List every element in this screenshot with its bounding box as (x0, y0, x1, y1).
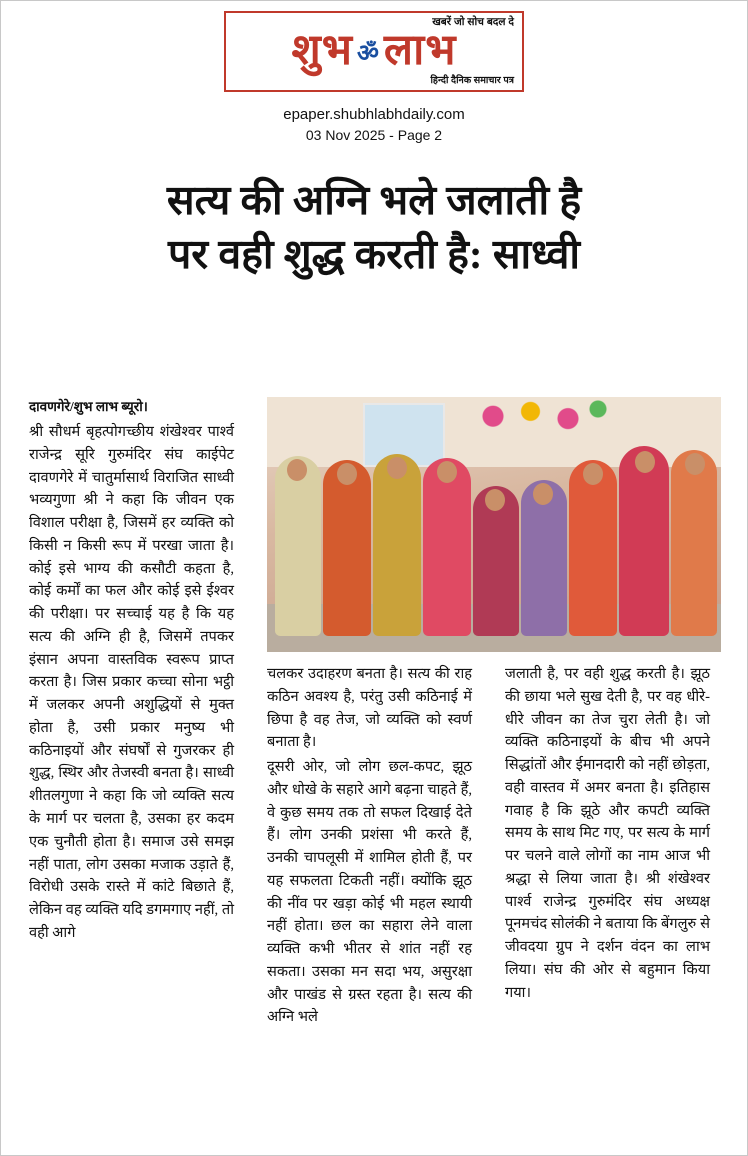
masthead-title-right: लाभ (383, 26, 457, 74)
article-photo (267, 397, 721, 652)
masthead-title-left: शुभ (291, 26, 354, 74)
headline-line-2: पर वही शुद्ध करती है: साध्वी (168, 230, 580, 277)
photo-person-head (533, 483, 553, 505)
photo-person (569, 460, 617, 636)
article-column-2 (267, 663, 472, 1031)
article-body (29, 397, 719, 1147)
photo-person-head (387, 457, 407, 479)
photo-person-head (485, 489, 505, 511)
photo-person (671, 450, 717, 636)
article-column-1 (29, 421, 234, 947)
photo-flower-garland (463, 397, 613, 445)
byline: दावणगेरे/शुभ लाभ ब्यूरो। (29, 399, 148, 414)
article-column-3 (505, 663, 710, 1006)
masthead-subtitle: हिन्दी दैनिक समाचार पत्र (430, 74, 514, 86)
date-page-label: 03 Nov 2025 - Page 2 (305, 126, 443, 143)
paragraph: श्री सौधर्म बृहत्पोगच्छीय शंखेश्वर पार्श्व राजेन्द्र सूरि गुरुमंदिर संघ काईपेट दावणगेरे में चातुर्मासार्थ विराजित साध्वी भव्यगुणा श्री ने कहा कि जीवन एक विशाल परीक्षा है, जिसमें हर व्यक्ति को किसी न किसी रूप में परखा जाता है। कोई इसे भाग्य की कसौटी कहता है, कोई कर्मों का फल और कोई इसे ईश्वर की परीक्षा। पर सच्चाई यह है कि यह सत्य की अग्नि ही है, जिसमें तपकर इंसान अपना वास्तविक स्वरूप प्राप्त करता है। जिस प्रकार कच्चा सोना भट्ठी में जलकर अपनी अशुद्धियों से मुक्त होता है, उसी प्रकार मनुष्य भी कठिनाइयों और संघर्षों से गुजरकर ही शुद्ध, स्थिर और तेजस्वी बनता है। साध्वी शीतलगुणा ने कहा कि जो व्यक्ति सत्य के मार्ग पर चलता है, उसका हर कदम एक चुनौती होता है। समाज उसे समझ नहीं पाता, लोग उसका मजाक उड़ाते हैं, विरोधी उसके रास्ते में कांटे बिछाते हैं, लेकिन वह व्यक्ति यदि डगमगाए नहीं, तो वही आगे (29, 424, 234, 941)
photo-person-head (635, 451, 655, 473)
photo-person-head (287, 459, 307, 481)
photo-person-head (337, 463, 357, 485)
paragraph: जलाती है, पर वही शुद्ध करती है। झूठ की छाया भले सुख देती है, पर वह धीरे-धीरे जीवन का तेज चुरा लेती है। जो व्यक्ति कठिनाइयों के बीच भी अपने सिद्धांतों और ईमानदारी को नहीं छोड़ता, वही वास्तव में अमर बनता है। इतिहास गवाह है कि झूठे और कपटी व्यक्ति समय के साथ मिट गए, पर सत्य के मार्ग पर चलने वाले लोगों का नाम आज भी श्रद्धा से लिया जाता है। श्री शंखेश्वर पार्श्व राजेन्द्र गुरुमंदिर संघ अध्यक्ष पूनमचंद सोलंकी ने बताया कि बेंगलुरु से जीवदया ग्रुप ने दर्शन वंदन का लाभ लिया। संघ की ओर से बहुमान किया गया। (505, 666, 710, 1001)
site-url: epaper.shubhlabhdaily.com (283, 105, 465, 123)
om-icon: ॐ (357, 40, 380, 67)
photo-person (373, 454, 421, 636)
masthead-tagline: खबरें जो सोच बदल दे (432, 16, 514, 28)
headline-line-1: सत्य की अग्नि भले जलाती है (166, 176, 582, 223)
photo-person (423, 458, 471, 636)
article-headline (15, 173, 733, 281)
masthead-title (232, 26, 516, 74)
paragraph: चलकर उदाहरण बनता है। सत्य की राह कठिन अवश्य है, परंतु उसी कठिनाई में छिपा है वह तेज, जो व्यक्ति को स्वर्ण बनाता है। (267, 666, 472, 751)
masthead (224, 11, 524, 92)
paragraph: दूसरी ओर, जो लोग छल-कपट, झूठ और धोखे के सहारे आगे बढ़ना चाहते हैं, वे कुछ समय तक तो सफल दिखाई देते हैं। लोग उनकी प्रशंसा भी करते हैं, उनकी चापलूसी में शामिल होती हैं, पर यह सफलता टिकती नहीं। क्योंकि झूठ की नींव पर खड़ा कोई भी महल स्थायी नहीं होता। छल का सहारा लेने वाला व्यक्ति कभी भीतर से शांत नहीं रह सकता। उसका मन सदा भय, असुरक्षा और पाखंड से ग्रस्त रहता है। सत्य की अग्नि भले (267, 759, 472, 1026)
photo-person-head (583, 463, 603, 485)
photo-person (619, 446, 669, 636)
photo-person-head (437, 461, 457, 483)
photo-person-head (685, 453, 705, 475)
photo-person (323, 460, 371, 636)
photo-person (275, 456, 321, 636)
